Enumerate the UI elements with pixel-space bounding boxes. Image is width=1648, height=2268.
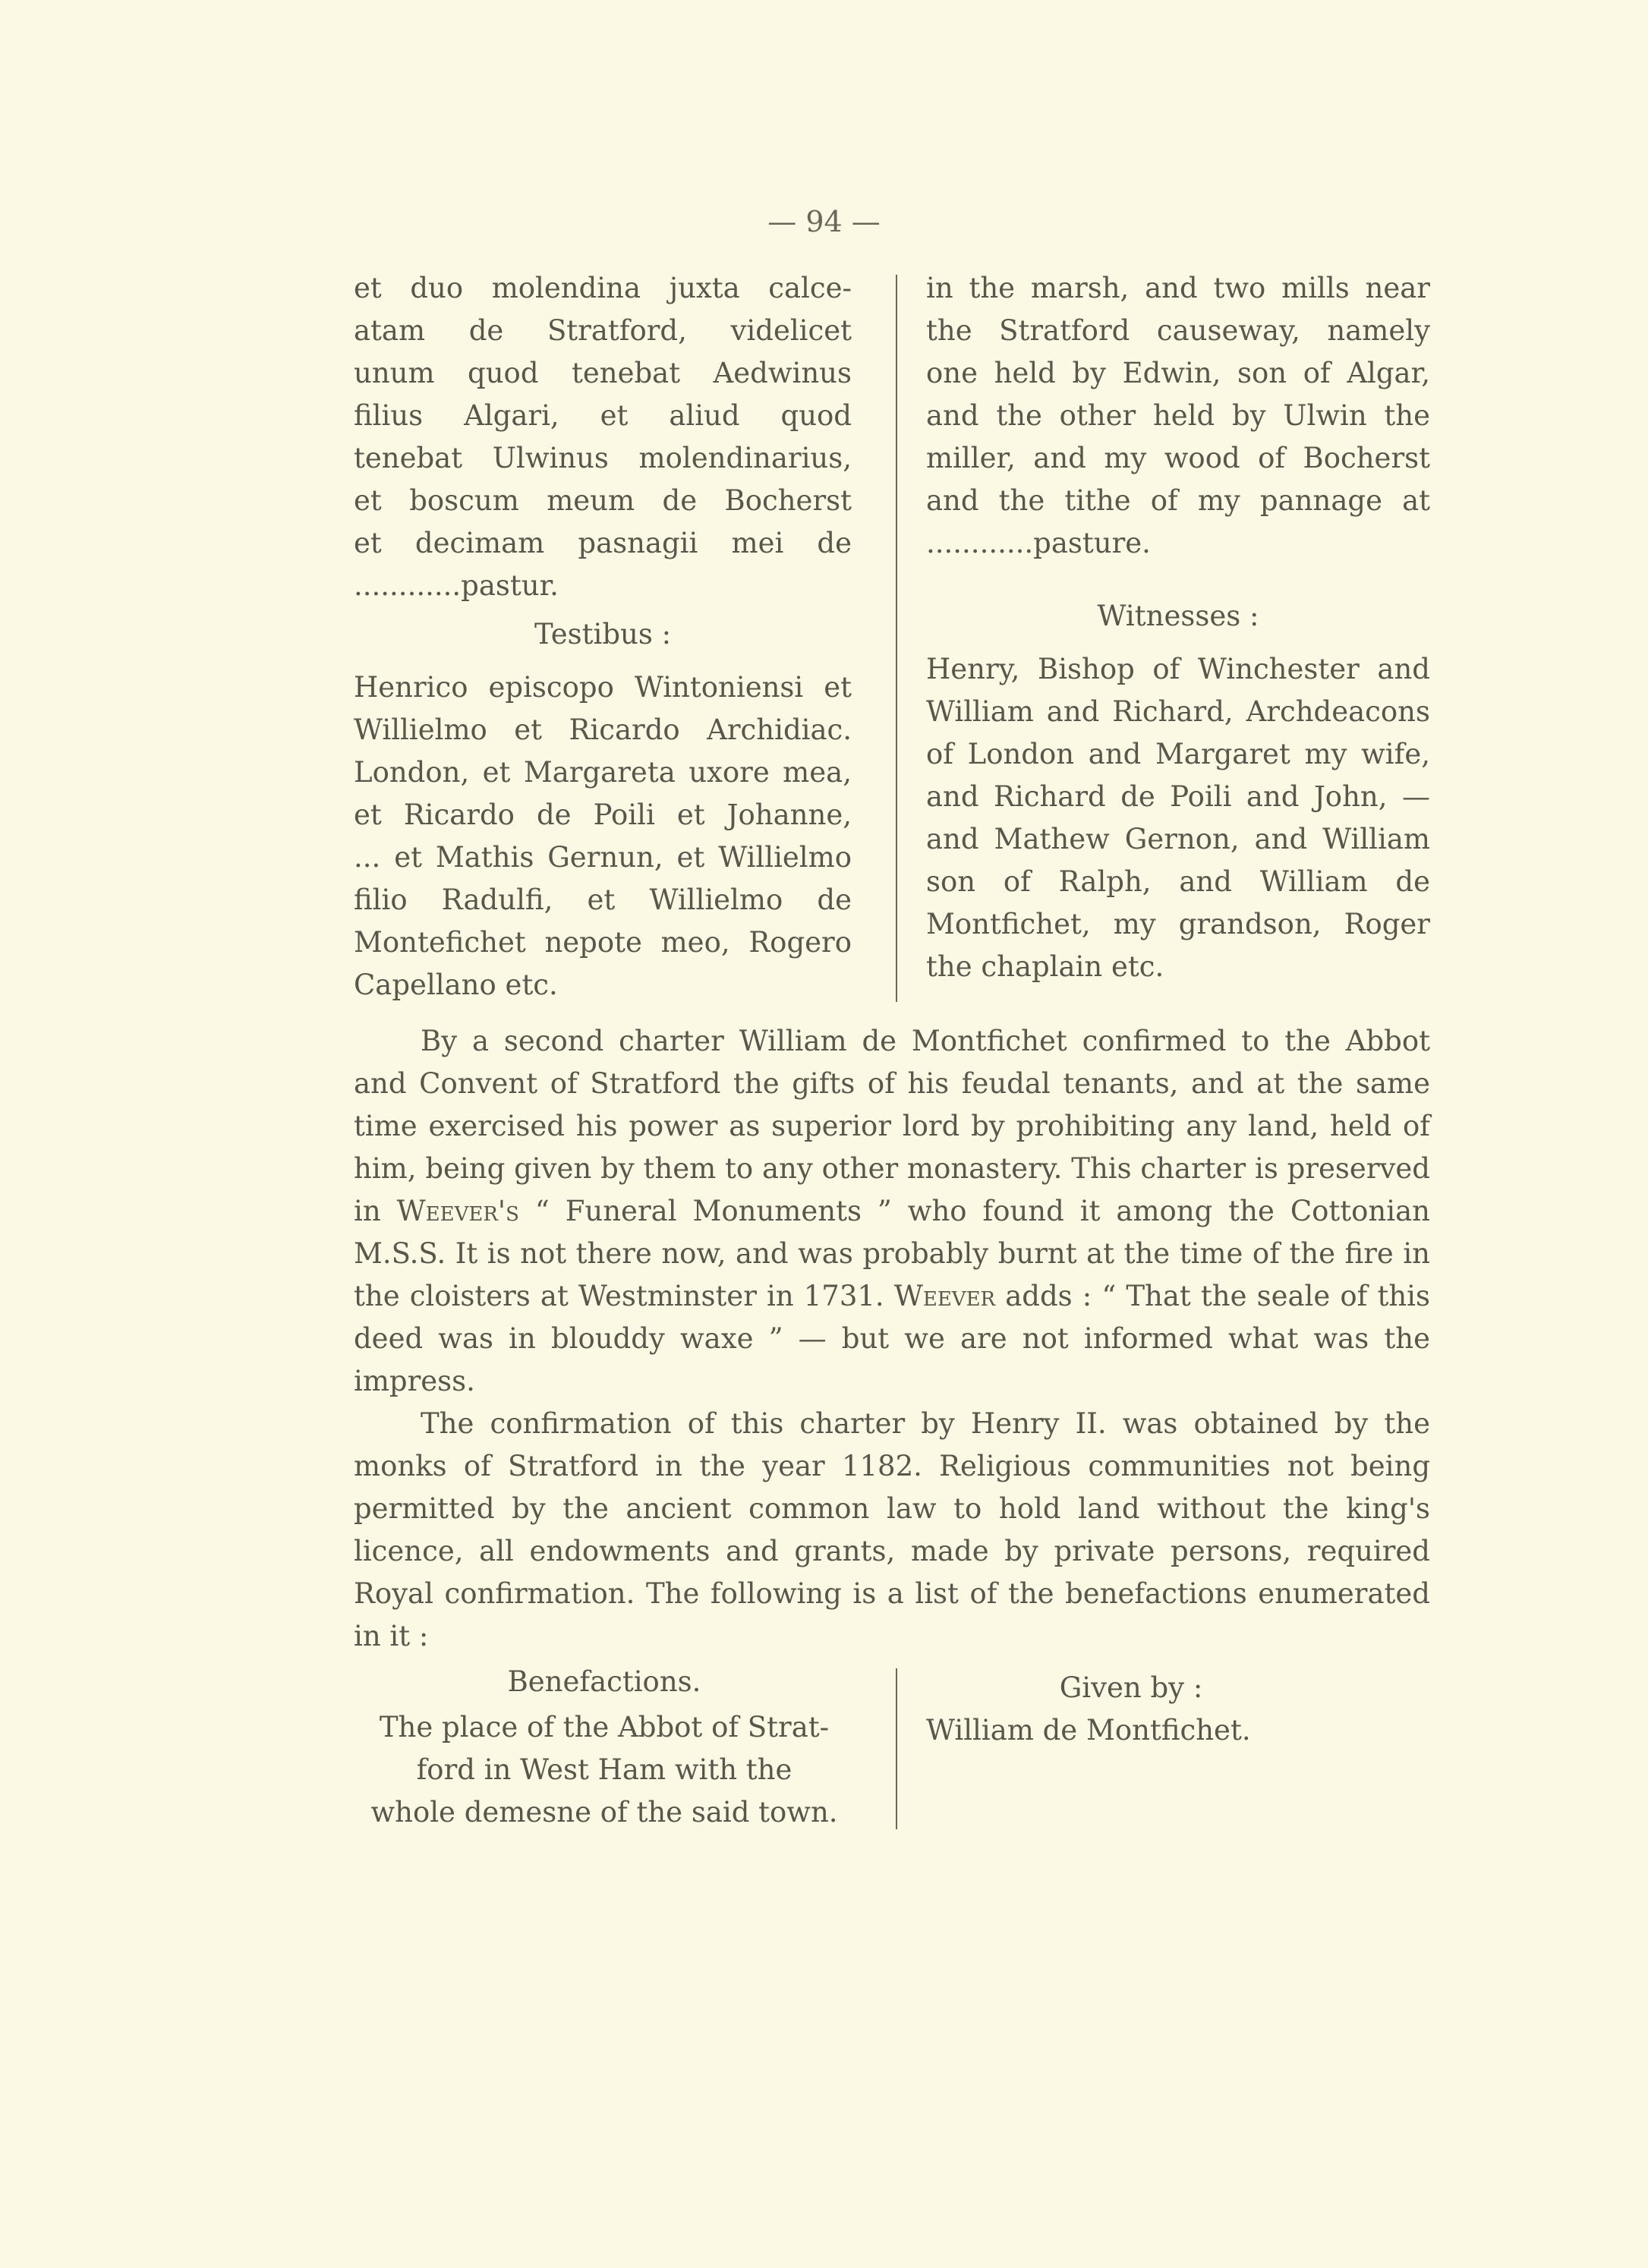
latin-line: ............pastur. [354,569,559,602]
benefaction-line: The place of the Abbot of Strat- [379,1711,830,1744]
benefactions-heading: Benefactions. [507,1665,701,1698]
english-line: ............pasture. [926,527,1151,559]
latin-witness-line: Capellano etc. [354,969,558,1001]
page-number: — 94 — [767,205,881,238]
latin-line: et boscum meum de Bocherst [354,484,852,517]
english-witness-line: Henry, Bishop of Winchester and [926,653,1430,685]
english-line: in the marsh, and two mills near [926,272,1430,304]
author-name: Weever's [396,1195,519,1227]
english-witness-heading: Witnesses : [1097,600,1259,632]
latin-witness-line: Willielmo et Ricardo Archidiac. [354,713,852,746]
latin-witness-line: Henrico episcopo Wintoniensi et [354,671,852,704]
latin-witness-line: ... et Mathis Gernun, et Willielmo [354,841,852,874]
latin-column [354,267,852,1006]
latin-witness-line: London, et Margareta uxore mea, [354,756,852,789]
paragraph-text: “ Funeral Monuments ” who found it among the Cottonian M.S.S. It is not there now, and was probably burnt at the time of the fire in the cloisters at Westminster in 1731. [354,1195,1430,1312]
english-line: and the other held by Ulwin the [926,399,1430,432]
english-column [926,267,1430,988]
english-witness-line: and Richard de Poili and John, — [926,780,1430,813]
paragraph-second-charter [354,1020,1430,1403]
english-witness-line: William and Richard, Archdeacons [926,695,1430,728]
latin-line: tenebat Ulwinus molendinarius, [354,442,852,474]
given-by-column [926,1667,1306,1752]
column-divider [896,275,897,1002]
paragraph-text: adds : “ That the seale of this deed was in blouddy waxe ” — but we are not informed what was the impress. [354,1280,1430,1397]
english-line: one held by Edwin, son of Algar, [926,357,1430,389]
benefaction-line: ford in West Ham with the [416,1753,792,1786]
english-witness-line: and Mathew Gernon, and William [926,823,1430,855]
latin-line: atam de Stratford, videlicet [354,314,852,347]
latin-witness-line: Montefichet nepote meo, Rogero [354,926,852,959]
given-by-heading: Given by : [1059,1671,1203,1704]
paragraph-confirmation: The confirmation of this charter by Henry II. was obtained by the monks of Stratford in the year 1182. Religious communities not being permitted by the ancient common law to hold land without the king's licence, all endowments and grants, made by private persons, required Royal confirmation. The following is a list of the benefactions enumerated in it : [354,1407,1430,1652]
author-name: Weever [893,1280,996,1312]
body-text [354,1020,1430,1658]
latin-line: et decimam pasnagii mei de [354,527,852,559]
latin-witness-line: et Ricardo de Poili et Johanne, [354,799,852,831]
english-witness-line: of London and Margaret my wife, [926,738,1430,770]
latin-witness-heading: Testibus : [534,618,672,650]
english-line: miller, and my wood of Bocherst [926,442,1430,474]
english-witness-line: son of Ralph, and William de [926,865,1430,898]
english-witness-line: Montfichet, my grandson, Roger [926,908,1430,940]
benefactions-divider [896,1668,897,1829]
benefactions-column [354,1661,855,1834]
english-witness-line: the chaplain etc. [926,950,1164,983]
benefaction-line: whole demesne of the said town. [370,1796,838,1829]
latin-line: et duo molendina juxta calce- [354,272,852,304]
english-line: the Stratford causeway, namely [926,314,1430,347]
paragraph-text: By a second charter William de Montfichet confirmed to the Abbot and Convent of Stratford the gifts of his feudal tenants, and at the same time exercised his power as superior lord by prohibiting any land, held of him, being given by them to any other monastery. This charter is preserved in [354,1025,1430,1227]
given-by-name: William de Montfichet. [926,1714,1251,1747]
latin-witness-line: filio Radulfi, et Willielmo de [354,884,852,916]
latin-line: unum quod tenebat Aedwinus [354,357,852,389]
latin-line: filius Algari, et aliud quod [354,399,852,432]
english-line: and the tithe of my pannage at [926,484,1430,517]
